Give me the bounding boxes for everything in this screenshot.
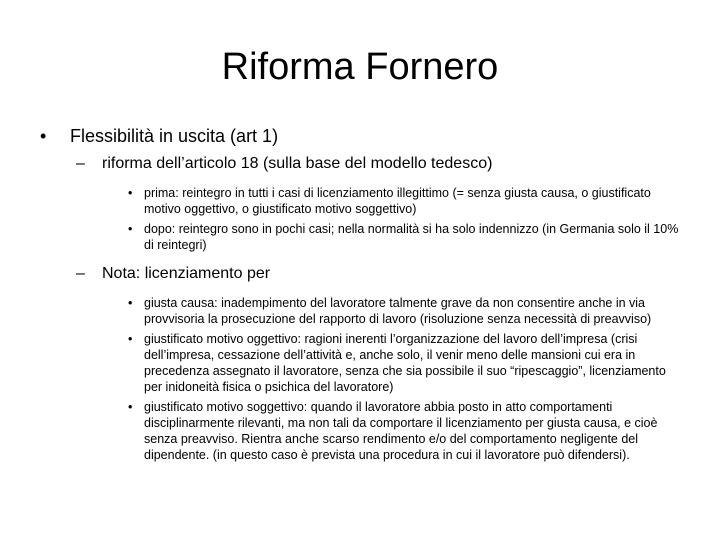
- dash-marker: –: [76, 265, 85, 282]
- bullet-level2-nota: [76, 263, 684, 285]
- bullet-level3-motivo-soggettivo: [128, 399, 684, 463]
- bullet-text: giustificato motivo oggettivo: ragioni inerenti l’organizzazione del lavoro dell’impresa (crisi dell’impresa, cessazione dell’attività e, anche solo, il venir meno delle mansioni cui era in precedenza assegnato il lavoratore, senza che sia possibile il suo “ripescaggio”, licenziamento per inidoneità fisica o psichica del lavoratore): [144, 332, 666, 394]
- bullet-level1: [34, 124, 684, 148]
- bullet-level3-prima: [128, 185, 684, 217]
- bullet-text: giusta causa: inadempimento del lavoratore talmente grave da non consentire anche in via provvisoria la prosecuzione del rapporto di lavoro (risoluzione senza necessità di preavviso): [144, 296, 652, 326]
- bullet-marker: •: [128, 296, 133, 310]
- bullet-level3-giusta-causa: [128, 295, 684, 327]
- bullet-text: dopo: reintegro sono in pochi casi; nella normalità si ha solo indennizzo (in Germania solo il 10% di reintegri): [144, 222, 679, 252]
- bullet-level2-article18: [76, 153, 684, 175]
- bullet-marker: •: [128, 332, 133, 346]
- bullet-marker: •: [128, 186, 133, 200]
- bullet-level3-motivo-oggettivo: [128, 331, 684, 395]
- bullet-text: prima: reintegro in tutti i casi di licenziamento illegittimo (= senza giusta causa, o giustificato motivo oggettivo, o giustificato motivo soggettivo): [144, 186, 651, 216]
- bullet-marker: •: [128, 222, 133, 236]
- bullet-marker: •: [128, 400, 133, 414]
- slide-content: [34, 124, 684, 463]
- bullet-level3-dopo: [128, 221, 684, 253]
- dash-marker: –: [76, 155, 85, 172]
- bullet-text: Nota: licenziamento per: [102, 265, 271, 282]
- slide-title: Riforma Fornero: [221, 46, 499, 88]
- bullet-marker: •: [40, 126, 47, 146]
- bullet-text: Flessibilità in uscita (art 1): [70, 126, 279, 146]
- bullet-text: riforma dell’articolo 18 (sulla base del modello tedesco): [102, 155, 493, 172]
- bullet-text: giustificato motivo soggettivo: quando il lavoratore abbia posto in atto comportamenti disciplinarmente rilevanti, ma non tali da comportare il licenziamento per giusta causa, e cioè senza preavviso. Rientra anche scarso rendimento e/o del comportamento negligente del dipendente. (in questo caso è prevista una procedura in cui il lavoratore può difendersi).: [144, 400, 658, 462]
